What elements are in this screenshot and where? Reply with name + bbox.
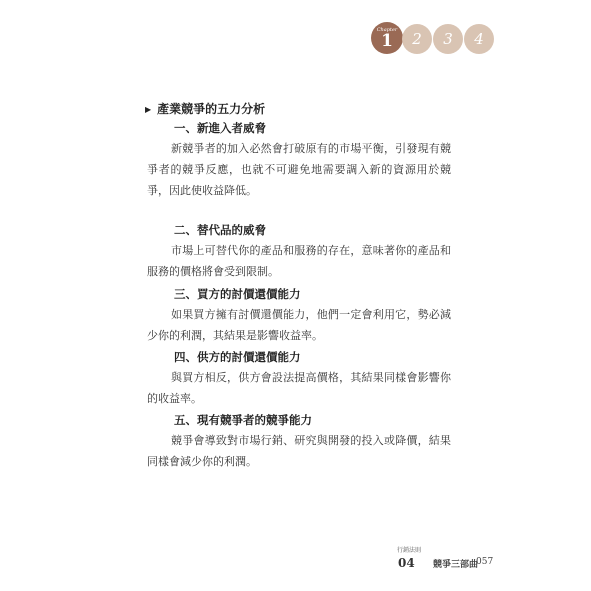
footer-chapter-title: 競爭三部曲 xyxy=(433,560,479,570)
chapter-badge-4: 4 xyxy=(464,24,494,54)
chapter-badges xyxy=(371,22,501,54)
page-footer xyxy=(397,545,517,575)
force-title: 二、替代品的威脅 xyxy=(174,223,266,237)
triangle-bullet-icon: ▶ xyxy=(145,104,152,114)
force-section-2 xyxy=(147,220,457,282)
footer-chapter-number: 04 xyxy=(398,556,415,570)
force-body: 如果買方擁有討價還價能力，他們一定會利用它，勢必減少你的利潤，其結果是影響收益率。 xyxy=(147,308,451,342)
chapter-number: 1 xyxy=(381,30,393,51)
section-heading-text: 產業競爭的五力分析 xyxy=(157,102,266,116)
chapter-badge-3: 3 xyxy=(433,24,463,54)
force-title: 五、現有競爭者的競爭能力 xyxy=(174,413,312,427)
force-body: 市場上可替代你的產品和服務的存在，意味著你的產品和服務的價格將會受到限制。 xyxy=(147,244,451,278)
force-title: 三、買方的討價還價能力 xyxy=(174,287,301,301)
force-section-5 xyxy=(147,410,457,472)
force-body: 新競爭者的加入必然會打破原有的市場平衡，引發現有競爭者的競爭反應，也就不可避免地需要調入新的資源用於競爭，因此使收益降低。 xyxy=(147,142,451,197)
force-title: 一、新進入者威脅 xyxy=(174,121,266,135)
force-section-4 xyxy=(147,347,457,409)
running-head: 行銷法則 xyxy=(397,547,422,554)
force-section-3 xyxy=(147,284,457,346)
force-section-1 xyxy=(147,118,457,201)
page-number: 057 xyxy=(476,557,494,567)
force-body: 與買方相反，供方會設法提高價格，其結果同樣會影響你的收益率。 xyxy=(147,371,451,405)
force-body: 競爭會導致對市場行銷、研究與開發的投入或降價，結果同樣會減少你的利潤。 xyxy=(147,434,451,468)
section-heading xyxy=(145,100,265,117)
chapter-badge-active xyxy=(371,22,403,54)
force-title: 四、供方的討價還價能力 xyxy=(174,350,301,364)
chapter-badge-2: 2 xyxy=(402,24,432,54)
chapter-caption: Chapter xyxy=(376,26,398,33)
